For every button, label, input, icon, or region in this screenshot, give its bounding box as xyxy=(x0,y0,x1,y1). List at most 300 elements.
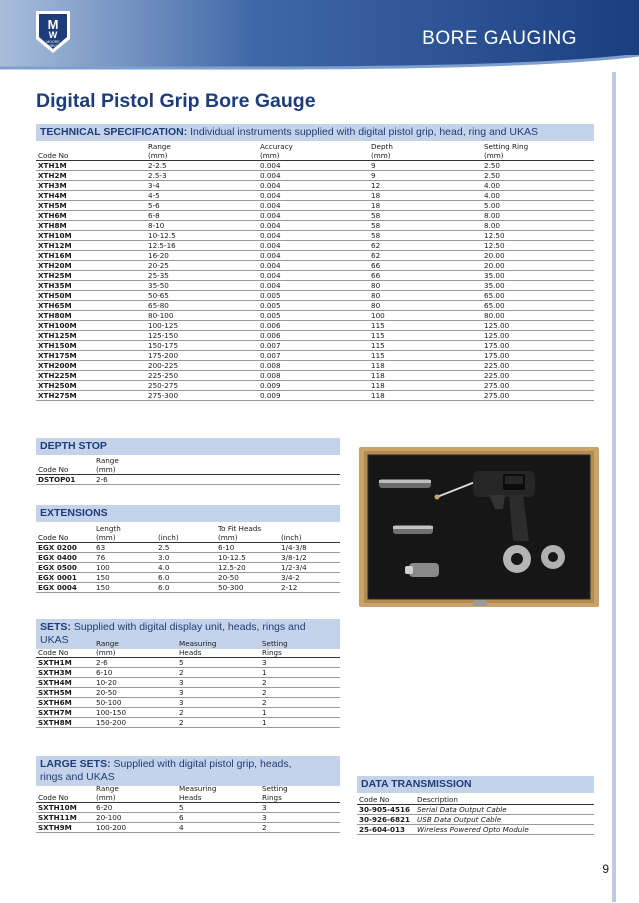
column-header: Range xyxy=(96,639,119,648)
table-cell: 35-50 xyxy=(146,281,258,291)
table-cell: 76 xyxy=(94,553,156,563)
code-no-cell: SXTH11M xyxy=(36,813,94,823)
code-no-cell: DSTOP01 xyxy=(36,475,94,485)
table-cell: 8.00 xyxy=(482,221,594,231)
code-no-cell: SXTH3M xyxy=(36,668,94,678)
table-cell: 80 xyxy=(369,281,482,291)
column-header: Rings xyxy=(260,793,340,803)
table-row xyxy=(36,171,594,181)
code-no-cell: XTH65M xyxy=(36,301,146,311)
table-cell: 3-4 xyxy=(146,181,258,191)
table-row xyxy=(36,201,594,211)
code-no-cell: SXTH4M xyxy=(36,678,94,688)
table-cell: 1 xyxy=(260,718,340,728)
table-cell: 65.00 xyxy=(482,291,594,301)
table-cell: 4-5 xyxy=(146,191,258,201)
column-header: (mm) xyxy=(369,151,482,161)
table-row xyxy=(36,181,594,191)
table-cell: 5.00 xyxy=(482,201,594,211)
code-no-cell: SXTH9M xyxy=(36,823,94,833)
table-cell: 2-12 xyxy=(279,583,340,593)
column-header: (mm) xyxy=(94,533,156,543)
table-cell: 250-275 xyxy=(146,381,258,391)
column-header: (mm) xyxy=(94,648,177,658)
table-cell: 2-6 xyxy=(94,658,177,668)
code-no-cell: SXTH7M xyxy=(36,708,94,718)
code-no-cell: XTH1M xyxy=(36,161,146,171)
table-row xyxy=(357,825,594,835)
table-cell: 18 xyxy=(369,191,482,201)
table-cell: 150-175 xyxy=(146,341,258,351)
data-transmission-band xyxy=(357,776,594,793)
table-cell: 2 xyxy=(260,678,340,688)
table-cell: 125.00 xyxy=(482,321,594,331)
section-title: BORE GAUGING xyxy=(422,28,577,49)
code-no-cell: EGX 0500 xyxy=(36,563,94,573)
table-row xyxy=(36,191,594,201)
table-cell: 115 xyxy=(369,321,482,331)
code-no-cell: XTH150M xyxy=(36,341,146,351)
column-header: Code No xyxy=(36,465,94,475)
table-row xyxy=(36,291,594,301)
table-cell: 2-2.5 xyxy=(146,161,258,171)
table-cell: 2 xyxy=(177,708,260,718)
table-cell: 100 xyxy=(94,563,156,573)
extensions-table xyxy=(36,524,340,593)
code-no-cell: XTH275M xyxy=(36,391,146,401)
table-cell: 275.00 xyxy=(482,391,594,401)
code-no-cell: XTH5M xyxy=(36,201,146,211)
table-row xyxy=(36,803,340,813)
table-cell: 225-250 xyxy=(146,371,258,381)
code-no-cell: XTH80M xyxy=(36,311,146,321)
table-row xyxy=(357,805,594,815)
code-no-cell: XTH6M xyxy=(36,211,146,221)
table-cell: 0.006 xyxy=(258,321,369,331)
code-no-cell: XTH4M xyxy=(36,191,146,201)
column-header: Code No xyxy=(357,795,415,805)
table-cell: 62 xyxy=(369,241,482,251)
table-cell: 6 xyxy=(177,813,260,823)
table-row xyxy=(36,658,340,668)
table-row xyxy=(36,281,594,291)
table-row xyxy=(36,341,594,351)
right-edge-rule xyxy=(612,72,616,902)
column-header: Measuring xyxy=(179,784,217,793)
table-cell: 1/2-3/4 xyxy=(279,563,340,573)
page-title: Digital Pistol Grip Bore Gauge xyxy=(36,90,316,112)
table-cell: 50-300 xyxy=(216,583,279,593)
code-no-cell: EGX 0004 xyxy=(36,583,94,593)
code-no-cell: XTH10M xyxy=(36,231,146,241)
column-header: Code No xyxy=(36,648,94,658)
table-cell: 0.006 xyxy=(258,331,369,341)
table-cell: 80 xyxy=(369,291,482,301)
table-cell: 10-20 xyxy=(94,678,177,688)
table-cell: 50-100 xyxy=(94,698,177,708)
table-cell: 2.50 xyxy=(482,171,594,181)
table-cell: 5 xyxy=(177,658,260,668)
table-cell: 80-100 xyxy=(146,311,258,321)
column-header: (mm) xyxy=(258,151,369,161)
column-header: Depth xyxy=(371,142,393,151)
table-cell: 20-25 xyxy=(146,261,258,271)
table-row xyxy=(36,823,340,833)
table-cell: 35.00 xyxy=(482,281,594,291)
table-cell: 0.004 xyxy=(258,271,369,281)
column-header xyxy=(36,142,146,151)
column-header: (mm) xyxy=(94,793,177,803)
table-cell: 12 xyxy=(369,181,482,191)
table-cell: 8.00 xyxy=(482,211,594,221)
table-row xyxy=(36,573,340,583)
column-header xyxy=(36,784,94,793)
table-cell: 4.00 xyxy=(482,191,594,201)
table-cell: 1 xyxy=(260,708,340,718)
code-no-cell: XTH175M xyxy=(36,351,146,361)
table-cell: 3/4-2 xyxy=(279,573,340,583)
column-header: Length xyxy=(96,524,121,533)
bore-gauge-kit-photo xyxy=(357,437,601,609)
table-cell: 150 xyxy=(94,573,156,583)
depth-stop-band-title: DEPTH STOP xyxy=(40,440,107,452)
table-row xyxy=(36,241,594,251)
column-header: To Fit Heads xyxy=(218,524,262,533)
code-no-cell: XTH2M xyxy=(36,171,146,181)
table-cell: 35.00 xyxy=(482,271,594,281)
table-row xyxy=(36,211,594,221)
table-cell: Wireless Powered Opto Module xyxy=(415,825,594,835)
table-cell: 10-12.5 xyxy=(216,553,279,563)
tech-spec-band-title: TECHNICAL SPECIFICATION: xyxy=(40,126,188,138)
table-cell: 58 xyxy=(369,211,482,221)
table-cell: 3 xyxy=(177,678,260,688)
column-header: Description xyxy=(415,795,594,805)
logo-text-line-2: & WRIGHT xyxy=(44,44,62,48)
table-cell: 2 xyxy=(177,668,260,678)
table-header-row xyxy=(36,639,340,648)
code-no-cell: XTH8M xyxy=(36,221,146,231)
table-header-row xyxy=(36,456,340,465)
large-sets-band-text: Supplied with digital pistol grip, heads, xyxy=(110,758,292,770)
table-header-row xyxy=(36,793,340,803)
table-cell: 0.007 xyxy=(258,341,369,351)
table-cell: 3/8-1/2 xyxy=(279,553,340,563)
table-cell: 118 xyxy=(369,391,482,401)
table-cell: 3 xyxy=(260,658,340,668)
table-cell: 9 xyxy=(369,171,482,181)
table-cell: 0.004 xyxy=(258,261,369,271)
table-cell: 100-150 xyxy=(94,708,177,718)
code-no-cell: XTH25M xyxy=(36,271,146,281)
depth-stop-band xyxy=(36,438,340,455)
table-cell: 0.009 xyxy=(258,381,369,391)
table-cell: 0.004 xyxy=(258,191,369,201)
code-no-cell: XTH200M xyxy=(36,361,146,371)
table-cell: 1 xyxy=(260,668,340,678)
table-cell: 0.004 xyxy=(258,251,369,261)
column-header xyxy=(36,639,94,648)
table-cell: 12.5-16 xyxy=(146,241,258,251)
table-row xyxy=(36,371,594,381)
table-row xyxy=(36,678,340,688)
column-header: (mm) xyxy=(94,465,340,475)
column-header xyxy=(36,456,94,465)
table-row xyxy=(36,391,594,401)
table-row xyxy=(36,321,594,331)
table-cell: 66 xyxy=(369,271,482,281)
column-header: (mm) xyxy=(146,151,258,161)
table-cell: 8-10 xyxy=(146,221,258,231)
large-sets-table xyxy=(36,784,340,833)
table-cell: 18 xyxy=(369,201,482,211)
table-cell: 0.004 xyxy=(258,171,369,181)
code-no-cell: XTH50M xyxy=(36,291,146,301)
table-cell: 0.004 xyxy=(258,221,369,231)
table-cell: 0.009 xyxy=(258,391,369,401)
table-cell: 225.00 xyxy=(482,371,594,381)
column-header: Measuring xyxy=(179,639,217,648)
table-cell: 65-80 xyxy=(146,301,258,311)
table-cell: 115 xyxy=(369,331,482,341)
header-wave-decoration xyxy=(0,55,639,87)
table-cell: 12.50 xyxy=(482,241,594,251)
table-cell: 0.005 xyxy=(258,291,369,301)
table-cell: 12.50 xyxy=(482,231,594,241)
table-cell: 12.5-20 xyxy=(216,563,279,573)
large-sets-band xyxy=(36,756,340,786)
column-header: Code No xyxy=(36,151,146,161)
table-cell: 16-20 xyxy=(146,251,258,261)
code-no-cell: XTH125M xyxy=(36,331,146,341)
table-cell: 0.004 xyxy=(258,201,369,211)
column-header: Setting xyxy=(262,639,288,648)
table-cell: 0.004 xyxy=(258,281,369,291)
table-cell: 2 xyxy=(260,688,340,698)
table-cell: 175.00 xyxy=(482,341,594,351)
column-header: Accuracy xyxy=(260,142,293,151)
column-header: Setting xyxy=(262,784,288,793)
table-cell: 3 xyxy=(260,803,340,813)
code-no-cell: XTH16M xyxy=(36,251,146,261)
table-cell: 2 xyxy=(177,718,260,728)
table-cell: 2 xyxy=(260,823,340,833)
table-row xyxy=(36,668,340,678)
data-transmission-table xyxy=(357,795,594,835)
code-no-cell: XTH100M xyxy=(36,321,146,331)
code-no-cell: XTH20M xyxy=(36,261,146,271)
table-cell: 0.005 xyxy=(258,311,369,321)
table-cell: 3 xyxy=(260,813,340,823)
table-cell: 65.00 xyxy=(482,301,594,311)
table-cell: 63 xyxy=(94,543,156,553)
table-header-row xyxy=(36,648,340,658)
table-cell: 125-150 xyxy=(146,331,258,341)
table-cell: 6-10 xyxy=(216,543,279,553)
table-cell: 115 xyxy=(369,341,482,351)
column-header: Range xyxy=(148,142,171,151)
table-cell: 0.005 xyxy=(258,301,369,311)
large-sets-band-text-line-2: rings and UKAS xyxy=(40,771,115,783)
table-cell: 20-50 xyxy=(94,688,177,698)
column-header: Range xyxy=(96,456,119,465)
table-row xyxy=(36,698,340,708)
table-cell: 80.00 xyxy=(482,311,594,321)
table-cell: 0.004 xyxy=(258,181,369,191)
code-no-cell: SXTH1M xyxy=(36,658,94,668)
column-header xyxy=(156,524,216,533)
table-cell: 100-200 xyxy=(94,823,177,833)
column-header: Code No xyxy=(36,533,94,543)
table-row xyxy=(36,331,594,341)
table-cell: 0.004 xyxy=(258,241,369,251)
table-cell: 9 xyxy=(369,161,482,171)
table-cell: 1/4-3/8 xyxy=(279,543,340,553)
table-header-row xyxy=(36,151,594,161)
table-cell: 0.004 xyxy=(258,231,369,241)
column-header: Code No xyxy=(36,793,94,803)
table-cell: 58 xyxy=(369,231,482,241)
table-cell: 118 xyxy=(369,361,482,371)
table-header-row xyxy=(36,142,594,151)
table-cell: 4.00 xyxy=(482,181,594,191)
data-transmission-band-title: DATA TRANSMISSION xyxy=(361,778,472,790)
table-row xyxy=(36,301,594,311)
table-cell: 175-200 xyxy=(146,351,258,361)
moore-wright-logo xyxy=(34,9,72,55)
table-cell: 4.0 xyxy=(156,563,216,573)
table-cell: 6.0 xyxy=(156,573,216,583)
code-no-cell: EGX 0400 xyxy=(36,553,94,563)
code-no-cell: XTH225M xyxy=(36,371,146,381)
depth-stop-table xyxy=(36,456,340,485)
table-row xyxy=(36,351,594,361)
table-cell: 10-12.5 xyxy=(146,231,258,241)
table-header-row xyxy=(357,795,594,805)
table-cell: 2.5 xyxy=(156,543,216,553)
table-cell: 150 xyxy=(94,583,156,593)
table-row xyxy=(36,161,594,171)
table-row xyxy=(36,718,340,728)
table-cell: 275.00 xyxy=(482,381,594,391)
table-cell: 4 xyxy=(177,823,260,833)
column-header: Heads xyxy=(177,793,260,803)
column-header: Rings xyxy=(260,648,340,658)
table-row xyxy=(36,708,340,718)
svg-text:M: M xyxy=(47,17,59,32)
table-cell: 0.004 xyxy=(258,161,369,171)
sets-table xyxy=(36,639,340,728)
table-cell: 0.008 xyxy=(258,371,369,381)
table-row xyxy=(36,475,340,485)
column-header: (inch) xyxy=(156,533,216,543)
code-no-cell: 30-905-4516 xyxy=(357,805,415,815)
code-no-cell: XTH3M xyxy=(36,181,146,191)
table-cell: 150-200 xyxy=(94,718,177,728)
table-cell: 6.0 xyxy=(156,583,216,593)
code-no-cell: 25-604-013 xyxy=(357,825,415,835)
table-cell: 2.50 xyxy=(482,161,594,171)
large-sets-band-title: LARGE SETS: xyxy=(40,758,111,770)
table-cell: 20-100 xyxy=(94,813,177,823)
page-number: 9 xyxy=(602,862,609,876)
table-cell: 175.00 xyxy=(482,351,594,361)
table-cell: 0.004 xyxy=(258,211,369,221)
table-row xyxy=(36,543,340,553)
code-no-cell: SXTH5M xyxy=(36,688,94,698)
column-header: Heads xyxy=(177,648,260,658)
code-no-cell: SXTH10M xyxy=(36,803,94,813)
table-row xyxy=(36,261,594,271)
table-cell: 100-125 xyxy=(146,321,258,331)
table-row xyxy=(36,813,340,823)
column-header: (inch) xyxy=(279,533,340,543)
table-row xyxy=(357,815,594,825)
code-no-cell: SXTH6M xyxy=(36,698,94,708)
column-header xyxy=(279,524,340,533)
table-cell: 200-225 xyxy=(146,361,258,371)
extensions-band xyxy=(36,505,340,522)
column-header xyxy=(36,524,94,533)
table-cell: 275-300 xyxy=(146,391,258,401)
table-row xyxy=(36,553,340,563)
code-no-cell: EGX 0200 xyxy=(36,543,94,553)
table-cell: 2.5-3 xyxy=(146,171,258,181)
table-cell: 115 xyxy=(369,351,482,361)
sets-band-text: Supplied with digital display unit, heads, rings and UKAS xyxy=(40,621,306,646)
code-no-cell: SXTH8M xyxy=(36,718,94,728)
logo-text-line-1: MOORE xyxy=(46,40,60,44)
table-row xyxy=(36,583,340,593)
table-cell: 25-35 xyxy=(146,271,258,281)
table-cell: 20.00 xyxy=(482,261,594,271)
tech-spec-band-text: Individual instruments supplied with digital pistol grip, head, ring and UKAS xyxy=(187,126,538,138)
table-cell: Serial Data Output Cable xyxy=(415,805,594,815)
table-row xyxy=(36,311,594,321)
table-cell: 62 xyxy=(369,251,482,261)
table-row xyxy=(36,271,594,281)
table-row xyxy=(36,381,594,391)
table-cell: 125.00 xyxy=(482,331,594,341)
table-row xyxy=(36,251,594,261)
table-cell: 6-10 xyxy=(94,668,177,678)
table-header-row xyxy=(36,465,340,475)
table-cell: 2-6 xyxy=(94,475,340,485)
code-no-cell: XTH12M xyxy=(36,241,146,251)
table-row xyxy=(36,221,594,231)
table-cell: USB Data Output Cable xyxy=(415,815,594,825)
table-cell: 0.008 xyxy=(258,361,369,371)
table-header-row xyxy=(36,524,340,533)
table-row xyxy=(36,361,594,371)
table-cell: 20.00 xyxy=(482,251,594,261)
table-cell: 118 xyxy=(369,371,482,381)
table-cell: 66 xyxy=(369,261,482,271)
table-cell: 50-65 xyxy=(146,291,258,301)
table-cell: 6-20 xyxy=(94,803,177,813)
code-no-cell: XTH250M xyxy=(36,381,146,391)
table-cell: 2 xyxy=(260,698,340,708)
code-no-cell: XTH35M xyxy=(36,281,146,291)
column-header: (mm) xyxy=(216,533,279,543)
table-cell: 225.00 xyxy=(482,361,594,371)
table-cell: 3.0 xyxy=(156,553,216,563)
column-header: (mm) xyxy=(482,151,594,161)
table-cell: 20-50 xyxy=(216,573,279,583)
code-no-cell: 30-926-6821 xyxy=(357,815,415,825)
table-header-row xyxy=(36,533,340,543)
tech-spec-band xyxy=(36,124,594,141)
